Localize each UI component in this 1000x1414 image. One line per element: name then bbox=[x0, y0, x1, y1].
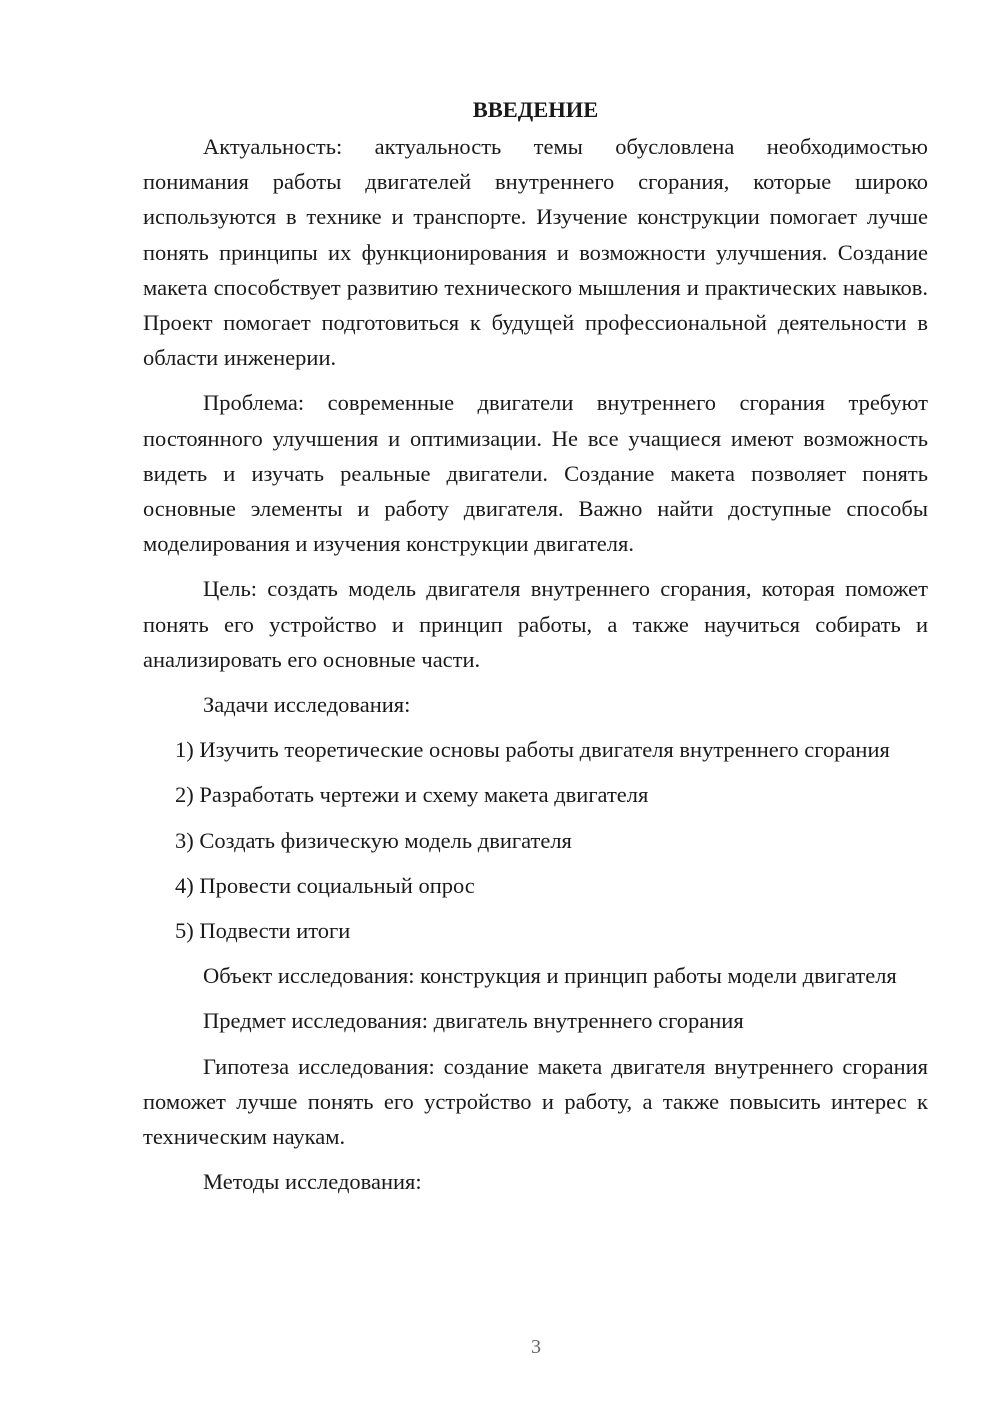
methods-title: Методы исследования: bbox=[203, 1169, 422, 1195]
paragraph-object: Объект исследования: конструкция и принцип работы модели двигателя bbox=[203, 963, 897, 989]
task-item-5: 5) Подвести итоги bbox=[175, 918, 351, 944]
page-number: 3 bbox=[531, 1336, 541, 1358]
task-item-4: 4) Провести социальный опрос bbox=[175, 872, 475, 898]
page-heading: ВВЕДЕНИЕ bbox=[472, 97, 599, 122]
paragraph-problem: Проблема: современные двигатели внутреннего сгорания требуют постоянного улучшения и оптимизации. Не все учащиеся имеют возможность видеть и изучать реальные двигатели. Создание макета позволяет понять основные элементы и работу двигателя. Важно найти доступные способы моделирования и изучения конструкции двигателя. bbox=[143, 390, 928, 557]
paragraph-relevance: Актуальность: актуальность темы обусловлена необходимостью понимания работы двигателей внутреннего сгорания, которые широко используются в технике и транспорте. Изучение конструкции помогает лучше понять принципы их функционирования и возможности улучшения. Создание макета способствует развитию технического мышления и практических навыков. Проект помогает подготовиться к будущей профессиональной деятельности в области инженерии. bbox=[143, 134, 928, 371]
task-item-1: 1) Изучить теоретические основы работы двигателя внутреннего сгорания bbox=[175, 737, 890, 763]
paragraph-goal: Цель: создать модель двигателя внутреннего сгорания, которая поможет понять его устройство и принцип работы, а также научиться собирать и анализировать его основные части. bbox=[143, 576, 928, 672]
tasks-title: Задачи исследования: bbox=[203, 692, 411, 718]
task-item-3: 3) Создать физическую модель двигателя bbox=[175, 827, 572, 853]
paragraph-hypothesis: Гипотеза исследования: создание макета двигателя внутреннего сгорания поможет лучше понять его устройство и работу, а также повысить интерес к техническим наукам. bbox=[143, 1053, 928, 1150]
page-content bbox=[143, 96, 928, 1209]
paragraph-subject: Предмет исследования: двигатель внутреннего сгорания bbox=[203, 1008, 744, 1034]
task-item-2: 2) Разработать чертежи и схему макета двигателя bbox=[175, 782, 649, 808]
